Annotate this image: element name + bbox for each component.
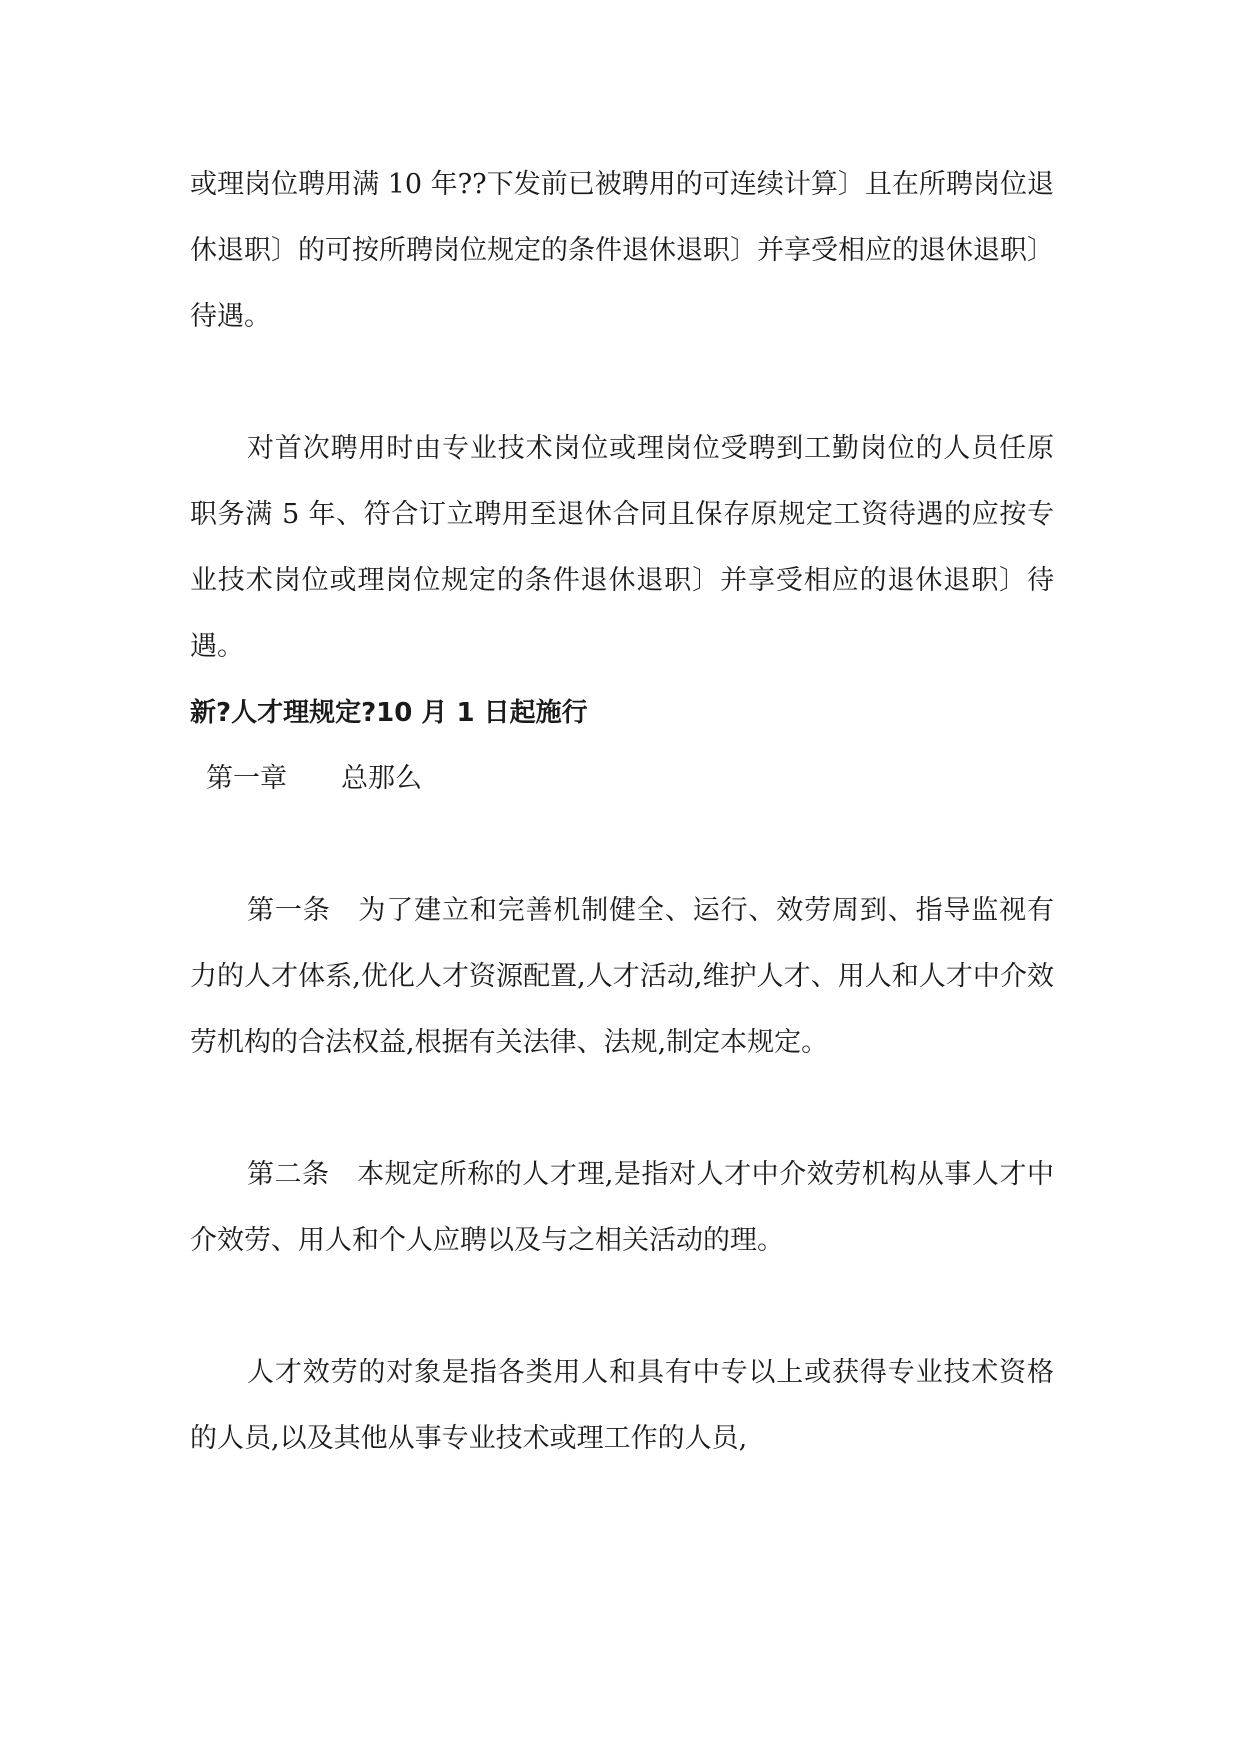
- document-body: [190, 152, 1054, 1472]
- article-1: 第一条 为了建立和完善机制健全、运行、效劳周到、指导监视有力的人才体系,优化人才资源配置,人才活动,维护人才、用人和人才中介效劳机构的合法权益,根据有关法律、法规,制定本规定。: [190, 895, 1054, 1058]
- chapter-title: 第一章 总那么: [206, 763, 422, 794]
- paragraph-first-employment: 对首次聘用时由专业技术岗位或理岗位受聘到工勤岗位的人员任原职务满 5 年、符合订立聘用至退休合同且保存原规定工资待遇的应按专业技术岗位或理岗位规定的条件退休退职〕并享受相应的退休退职〕待遇。: [190, 433, 1054, 662]
- paragraph-retirement-continuation: 或理岗位聘用满 10 年??下发前已被聘用的可连续计算〕且在所聘岗位退休退职〕的可按所聘岗位规定的条件退休退职〕并享受相应的退休退职〕待遇。: [190, 169, 1054, 332]
- article-2: 第二条 本规定所称的人才理,是指对人才中介效劳机构从事人才中介效劳、用人和个人应聘以及与之相关活动的理。: [190, 1159, 1054, 1256]
- section-heading: 新?人才理规定?10 月 1 日起施行: [190, 698, 588, 728]
- paragraph-service-targets: 人才效劳的对象是指各类用人和具有中专以上或获得专业技术资格的人员,以及其他从事专业技术或理工作的人员,: [190, 1357, 1054, 1454]
